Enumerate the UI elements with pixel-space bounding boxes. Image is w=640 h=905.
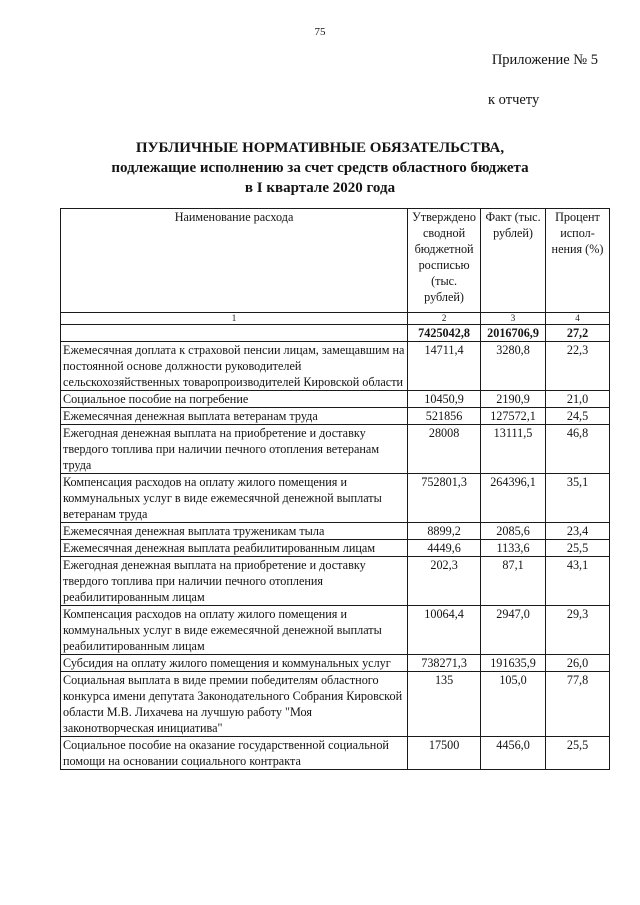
column-number-row [61,313,610,325]
percent-cell: 26,0 [546,655,610,672]
table-row [61,540,610,557]
approved-cell: 28008 [408,425,481,474]
percent-cell: 29,3 [546,606,610,655]
table-row [61,425,610,474]
table-row [61,606,610,655]
title-line-3: в I квартале 2020 года [244,180,396,196]
expense-name-cell: Субсидия на оплату жилого помещения и коммунальных услуг [61,655,408,672]
fact-cell: 2085,6 [481,523,546,540]
percent-cell: 25,5 [546,737,610,770]
fact-cell: 191635,9 [481,655,546,672]
document-title [0,138,640,198]
fact-cell: 1133,6 [481,540,546,557]
total-percent-cell: 27,2 [546,325,610,342]
percent-cell: 35,1 [546,474,610,523]
approved-cell: 202,3 [408,557,481,606]
fact-cell: 13111,5 [481,425,546,474]
table-row [61,523,610,540]
total-fact-cell: 2016706,9 [481,325,546,342]
approved-cell: 10450,9 [408,391,481,408]
approved-cell: 10064,4 [408,606,481,655]
percent-cell: 77,8 [546,672,610,737]
approved-cell: 738271,3 [408,655,481,672]
table-row [61,391,610,408]
header-expense-name: Наименование расхода [61,209,408,313]
fact-cell: 127572,1 [481,408,546,425]
expense-name-cell: Социальная выплата в виде премии победителям областного конкурса имени депутата Законодательного Собрания Кировской области М.В. Лихачева на лучшую работу "Моя законотворческая инициатива" [61,672,408,737]
fact-cell: 2190,9 [481,391,546,408]
percent-cell: 22,3 [546,342,610,391]
report-label: к отчету [488,92,540,108]
expense-name-cell: Социальное пособие на оказание государственной социальной помощи на основании социального контракта [61,737,408,770]
page-number: 75 [314,26,326,38]
approved-cell: 14711,4 [408,342,481,391]
table-header-row [61,209,610,313]
expense-name-cell: Ежемесячная денежная выплата труженикам тыла [61,523,408,540]
table-row [61,655,610,672]
table-row [61,408,610,425]
header-approved: Утверждено сводной бюджетной росписью (тыс. рублей) [408,209,481,313]
expense-name-cell: Ежегодная денежная выплата на приобретение и доставку твердого топлива при наличии печного отопления ветеранам труда [61,425,408,474]
fact-cell: 2947,0 [481,606,546,655]
total-row [61,325,610,342]
table-row [61,557,610,606]
appendix-label: Приложение № 5 [491,52,598,68]
percent-cell: 43,1 [546,557,610,606]
expense-name-cell: Ежемесячная доплата к страховой пенсии лицам, замещавшим на постоянной основе должности руководителей сельскохозяйственных товаропроизводителей Кировской области [61,342,408,391]
percent-cell: 24,5 [546,408,610,425]
percent-cell: 46,8 [546,425,610,474]
title-line-2: подлежащие исполнению за счет средств областного бюджета [111,160,529,176]
total-name-cell [61,325,408,342]
fact-cell: 3280,8 [481,342,546,391]
column-number: 2 [408,313,481,325]
approved-cell: 8899,2 [408,523,481,540]
expense-name-cell: Ежегодная денежная выплата на приобретение и доставку твердого топлива при наличии печного отопления реабилитированным лицам [61,557,408,606]
expense-name-cell: Социальное пособие на погребение [61,391,408,408]
expense-name-cell: Компенсация расходов на оплату жилого помещения и коммунальных услуг в виде ежемесячной денежной выплаты реабилитированным лицам [61,606,408,655]
header-fact: Факт (тыс. рублей) [481,209,546,313]
expense-name-cell: Компенсация расходов на оплату жилого помещения и коммунальных услуг в виде ежемесячной денежной выплаты ветеранам труда [61,474,408,523]
table-row [61,342,610,391]
fact-cell: 4456,0 [481,737,546,770]
approved-cell: 752801,3 [408,474,481,523]
fact-cell: 105,0 [481,672,546,737]
total-approved-cell: 7425042,8 [408,325,481,342]
approved-cell: 17500 [408,737,481,770]
expenses-table [60,208,610,770]
approved-cell: 4449,6 [408,540,481,557]
column-number: 1 [61,313,408,325]
expense-name-cell: Ежемесячная денежная выплата реабилитированным лицам [61,540,408,557]
column-number: 3 [481,313,546,325]
table-row [61,737,610,770]
approved-cell: 521856 [408,408,481,425]
percent-cell: 25,5 [546,540,610,557]
percent-cell: 21,0 [546,391,610,408]
header-percent: Процент испол-нения (%) [546,209,610,313]
approved-cell: 135 [408,672,481,737]
column-number: 4 [546,313,610,325]
expense-name-cell: Ежемесячная денежная выплата ветеранам труда [61,408,408,425]
fact-cell: 87,1 [481,557,546,606]
fact-cell: 264396,1 [481,474,546,523]
table-row [61,672,610,737]
title-line-1: ПУБЛИЧНЫЕ НОРМАТИВНЫЕ ОБЯЗАТЕЛЬСТВА, [135,140,505,156]
percent-cell: 23,4 [546,523,610,540]
table-row [61,474,610,523]
